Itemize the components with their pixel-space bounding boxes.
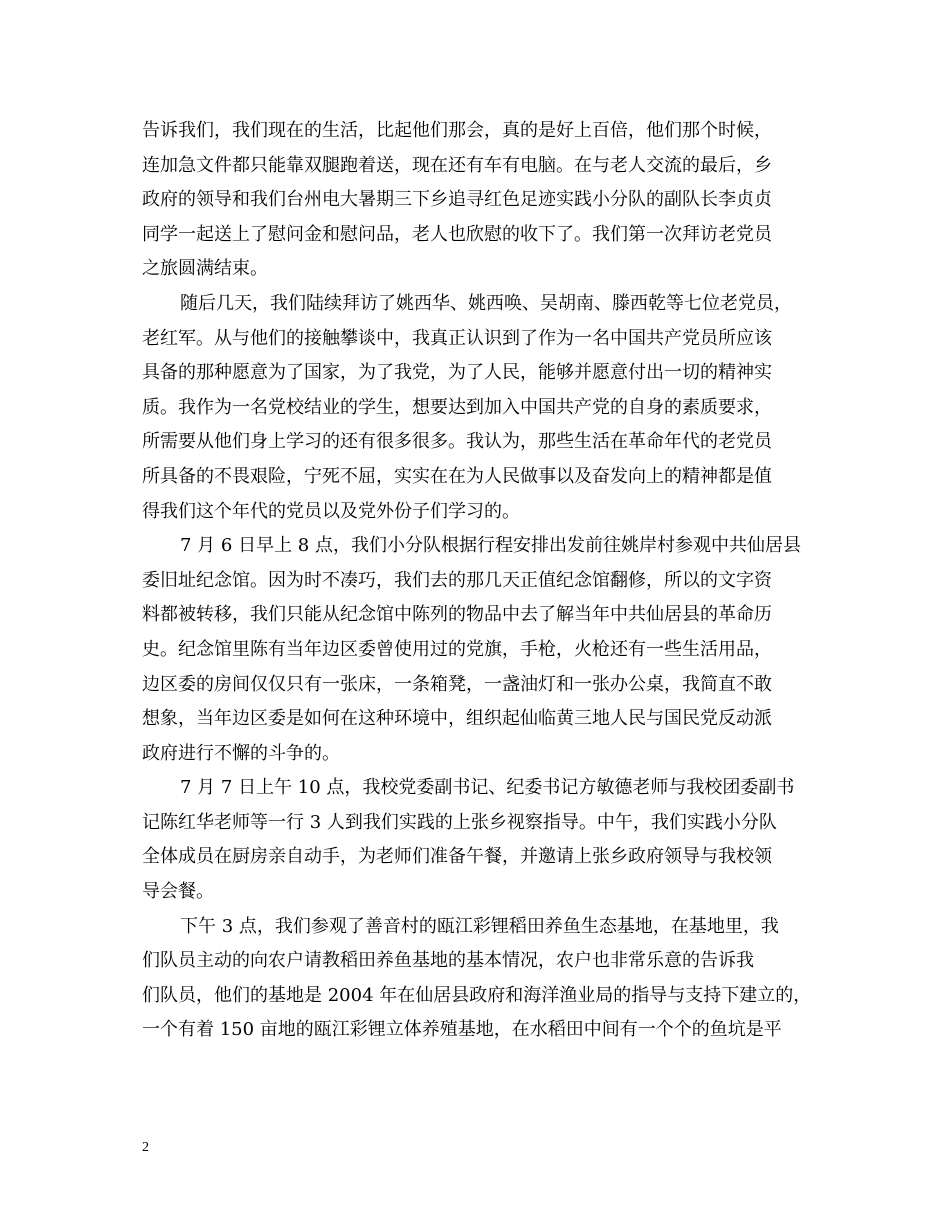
text-line: 们队员主动的向农户请教稻田养鱼基地的基本情况，农户也非常乐意的告诉我 [142,950,754,972]
text-line: 告诉我们，我们现在的生活，比起他们那会，真的是好上百倍，他们那个时候， [142,120,772,141]
text-line: 具备的那种愿意为了国家，为了我党，为了人民，能够并愿意付出一切的精神实 [142,362,772,384]
text-line: 史。纪念馆里陈有当年边区委曾使用过的党旗，手枪，火枪还有一些生活用品， [142,638,772,660]
text-line: 们队员，他们的基地是 2004 年在仙居县政府和海洋渔业局的指导与支持下建立的， [142,984,812,1006]
paragraph-first-line: 随后几天，我们陆续拜访了姚西华、姚西唤、吴胡南、滕西乾等七位老党员， [180,292,792,314]
text-line: 全体成员在厨房亲自动手，为老师们准备午餐，并邀请上张乡政府领导与我校领 [142,846,772,868]
paragraph-first-line: 7 月 7 日上午 10 点，我校党委副书记、纪委书记方敏德老师与我校团委副书 [180,777,795,799]
text-line: 委旧址纪念馆。因为时不凑巧，我们去的那几天正值纪念馆翻修，所以的文字资 [142,569,772,591]
text-line: 所具备的不畏艰险，宁死不屈，实实在在为人民做事以及奋发向上的精神都是值 [142,465,772,487]
text-line: 得我们这个年代的党员以及党外份子们学习的。 [142,500,520,522]
text-line: 导会餐。 [142,881,214,903]
text-line: 所需要从他们身上学习的还有很多很多。我认为，那些生活在革命年代的老党员 [142,431,772,453]
text-line: 一个有着 150 亩地的瓯江彩锂立体养殖基地，在水稻田中间有一个个的鱼坑是平 [142,1019,782,1041]
paragraph-first-line: 下午 3 点，我们参观了善音村的瓯江彩锂稻田养鱼生态基地，在基地里，我 [180,915,779,937]
paragraph-first-line: 7 月 6 日早上 8 点，我们小分队根据行程安排出发前往姚岸村参观中共仙居县 [180,535,801,557]
text-line: 想象，当年边区委是如何在这种环境中，组织起仙临黄三地人民与国民党反动派 [142,708,772,730]
text-line: 料都被转移，我们只能从纪念馆中陈列的物品中去了解当年中共仙居县的革命历 [142,604,772,626]
text-line: 同学一起送上了慰问金和慰问品，老人也欣慰的收下了。我们第一次拜访老党员 [142,223,772,245]
text-line: 连加急文件都只能靠双腿跑着送，现在还有车有电脑。在与老人交流的最后，乡 [142,154,772,176]
page-number: 2 [142,1140,149,1155]
text-line: 政府的领导和我们台州电大暑期三下乡追寻红色足迹实践小分队的副队长李贞贞 [142,189,772,211]
text-line: 质。我作为一名党校结业的学生，想要达到加入中国共产党的自身的素质要求， [142,396,772,418]
text-line: 边区委的房间仅仅只有一张床，一条箱凳，一盏油灯和一张办公桌，我简直不敢 [142,673,772,695]
text-line: 之旅圆满结束。 [142,258,268,280]
text-line: 政府进行不懈的斗争的。 [142,742,340,764]
body-text [142,114,812,1048]
text-line: 老红军。从与他们的接触攀谈中，我真正认识到了作为一名中国共产党员所应该 [142,327,772,349]
text-line: 记陈红华老师等一行 3 人到我们实践的上张乡视察指导。中午，我们实践小分队 [142,811,777,833]
